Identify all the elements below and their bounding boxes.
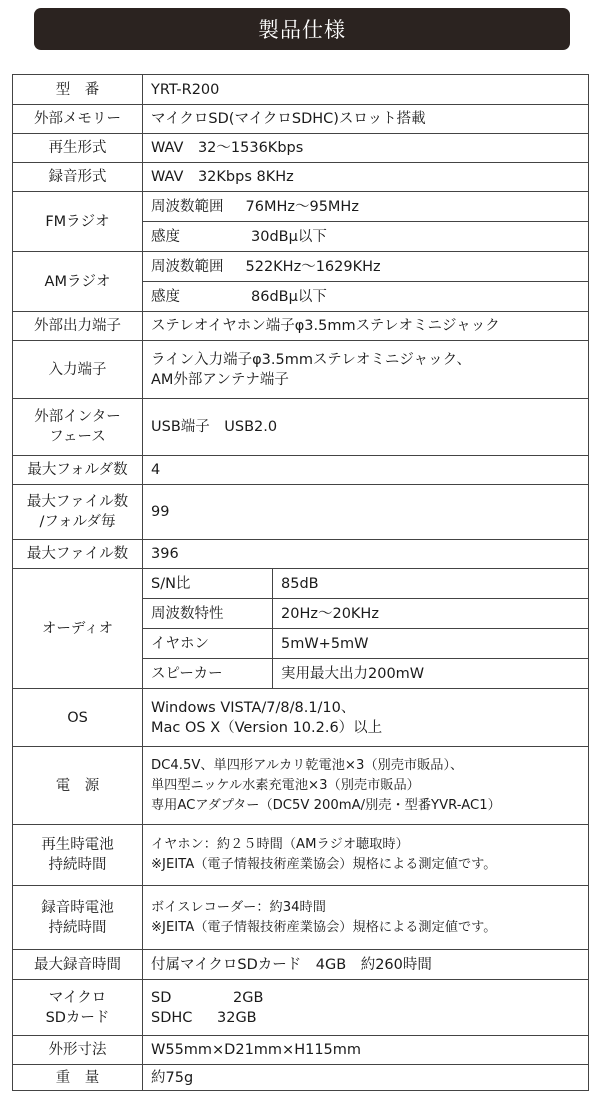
input-line-2: AM外部アンテナ端子	[151, 371, 289, 388]
value-os	[143, 689, 589, 747]
fm-freq-value: 76MHz～95MHz	[245, 198, 359, 215]
row-max-files	[13, 540, 589, 569]
os-line-1: Windows VISTA/7/8/8.1/10、	[151, 699, 356, 716]
sd-type-2: SDHC	[151, 1009, 193, 1026]
audio-freq-label: 周波数特性	[143, 599, 273, 629]
label-playback: 再生形式	[13, 134, 143, 163]
value-output: ステレオイヤホン端子φ3.5mmステレオミニジャック	[143, 312, 589, 341]
fm-sens-cell	[143, 222, 589, 252]
value-power	[143, 747, 589, 825]
label-am: AMラジオ	[13, 252, 143, 312]
label-play-battery	[13, 825, 143, 886]
row-max-folders	[13, 456, 589, 485]
label-audio: オーディオ	[13, 569, 143, 689]
value-max-rec: 付属マイクロSDカード 4GB 約260時間	[143, 950, 589, 980]
value-playback: WAV 32～1536Kbps	[143, 134, 589, 163]
rec-battery-label-1: 録音時電池	[41, 899, 114, 916]
value-play-battery	[143, 825, 589, 886]
sd-line-2	[151, 1008, 580, 1028]
am-sens-value: 86dBμ以下	[251, 288, 327, 305]
power-line-3: 専用ACアダプター（DC5V 200mA/別売・型番YVR-AC1）	[151, 797, 501, 813]
label-max-files: 最大ファイル数	[13, 540, 143, 569]
page-title-text: 製品仕様	[258, 18, 346, 42]
interface-label-2: フェース	[49, 429, 106, 445]
row-playback	[13, 134, 589, 163]
label-os: OS	[13, 689, 143, 747]
am-sens-label: 感度	[151, 288, 180, 305]
fm-freq-cell	[143, 192, 589, 222]
play-battery-line-2: ※JEITA（電子情報技術産業協会）規格による測定値です。	[151, 857, 497, 872]
row-size	[13, 1036, 589, 1065]
value-memory: マイクロSD(マイクロSDHC)スロット搭載	[143, 105, 589, 134]
value-model: YRT-R200	[143, 75, 589, 105]
am-freq-value: 522KHz～1629KHz	[245, 258, 381, 275]
interface-label-1: 外部インター	[34, 409, 121, 425]
label-memory: 外部メモリー	[13, 105, 143, 134]
audio-sn-value: 85dB	[273, 569, 589, 599]
input-line-1: ライン入力端子φ3.5mmステレオミニジャック、	[151, 351, 471, 368]
rec-battery-label-2: 持続時間	[48, 919, 107, 936]
row-interface	[13, 399, 589, 456]
row-power	[13, 747, 589, 825]
row-recording	[13, 163, 589, 192]
sd-label-2: SDカード	[45, 1009, 110, 1026]
label-recording: 録音形式	[13, 163, 143, 192]
rec-battery-line-1: ボイスレコーダー：約34時間	[151, 899, 326, 915]
spec-table	[12, 74, 589, 1091]
fm-sens-value: 30dBμ以下	[251, 228, 327, 245]
sd-size-2: 32GB	[217, 1009, 257, 1026]
row-play-battery	[13, 825, 589, 886]
value-sd	[143, 980, 589, 1036]
am-freq-cell	[143, 252, 589, 282]
value-interface: USB端子 USB2.0	[143, 399, 589, 456]
value-max-files-folder: 99	[143, 485, 589, 540]
row-memory	[13, 105, 589, 134]
row-am-freq	[13, 252, 589, 282]
value-size: W55mm×D21mm×H115mm	[143, 1036, 589, 1065]
label-sd	[13, 980, 143, 1036]
row-rec-battery	[13, 886, 589, 950]
row-audio-sn	[13, 569, 589, 599]
sd-type-1: SD	[151, 989, 172, 1006]
row-os	[13, 689, 589, 747]
label-model: 型 番	[13, 75, 143, 105]
label-fm: FMラジオ	[13, 192, 143, 252]
row-input	[13, 341, 589, 399]
label-input: 入力端子	[13, 341, 143, 399]
audio-speaker-value: 実用最大出力200mW	[273, 659, 589, 689]
sd-size-1: 2GB	[233, 989, 264, 1006]
audio-earphone-label: イヤホン	[143, 629, 273, 659]
max-files-folder-label-2: /フォルダ毎	[39, 514, 116, 530]
page-title	[34, 8, 570, 50]
label-interface	[13, 399, 143, 456]
audio-speaker-label: スピーカー	[143, 659, 273, 689]
play-battery-label-1: 再生時電池	[41, 837, 114, 853]
power-line-2: 単四型ニッケル水素充電池×3（別売市販品）	[151, 777, 420, 793]
audio-sn-label: S/N比	[143, 569, 273, 599]
am-sens-cell	[143, 282, 589, 312]
row-max-files-folder	[13, 485, 589, 540]
label-weight: 重 量	[13, 1065, 143, 1091]
label-output: 外部出力端子	[13, 312, 143, 341]
audio-freq-value: 20Hz～20KHz	[273, 599, 589, 629]
value-rec-battery	[143, 886, 589, 950]
value-recording: WAV 32Kbps 8KHz	[143, 163, 589, 192]
row-output	[13, 312, 589, 341]
am-freq-label: 周波数範囲	[151, 258, 224, 275]
play-battery-line-1: イヤホン：約２５時間（AMラジオ聴取時）	[151, 837, 409, 852]
label-rec-battery	[13, 886, 143, 950]
label-max-files-folder	[13, 485, 143, 540]
rec-battery-line-2: ※JEITA（電子情報技術産業協会）規格による測定値です。	[151, 919, 497, 935]
row-max-rec	[13, 950, 589, 980]
fm-sens-label: 感度	[151, 228, 180, 245]
sd-label-1: マイクロ	[48, 989, 107, 1006]
row-fm-freq	[13, 192, 589, 222]
row-model	[13, 75, 589, 105]
os-line-2: Mac OS X（Version 10.2.6）以上	[151, 719, 383, 736]
max-files-folder-label-1: 最大ファイル数	[26, 494, 129, 510]
audio-earphone-value: 5mW+5mW	[273, 629, 589, 659]
row-weight	[13, 1065, 589, 1091]
label-max-folders: 最大フォルダ数	[13, 456, 143, 485]
play-battery-label-2: 持続時間	[48, 857, 107, 873]
value-max-files: 396	[143, 540, 589, 569]
label-size: 外形寸法	[13, 1036, 143, 1065]
value-max-folders: 4	[143, 456, 589, 485]
power-line-1: DC4.5V、単四形アルカリ乾電池×3（別売市販品）、	[151, 757, 464, 773]
label-max-rec: 最大録音時間	[13, 950, 143, 980]
fm-freq-label: 周波数範囲	[151, 198, 224, 215]
label-power: 電 源	[13, 747, 143, 825]
value-weight: 約75g	[143, 1065, 589, 1091]
sd-line-1	[151, 988, 580, 1008]
value-input	[143, 341, 589, 399]
row-sd	[13, 980, 589, 1036]
